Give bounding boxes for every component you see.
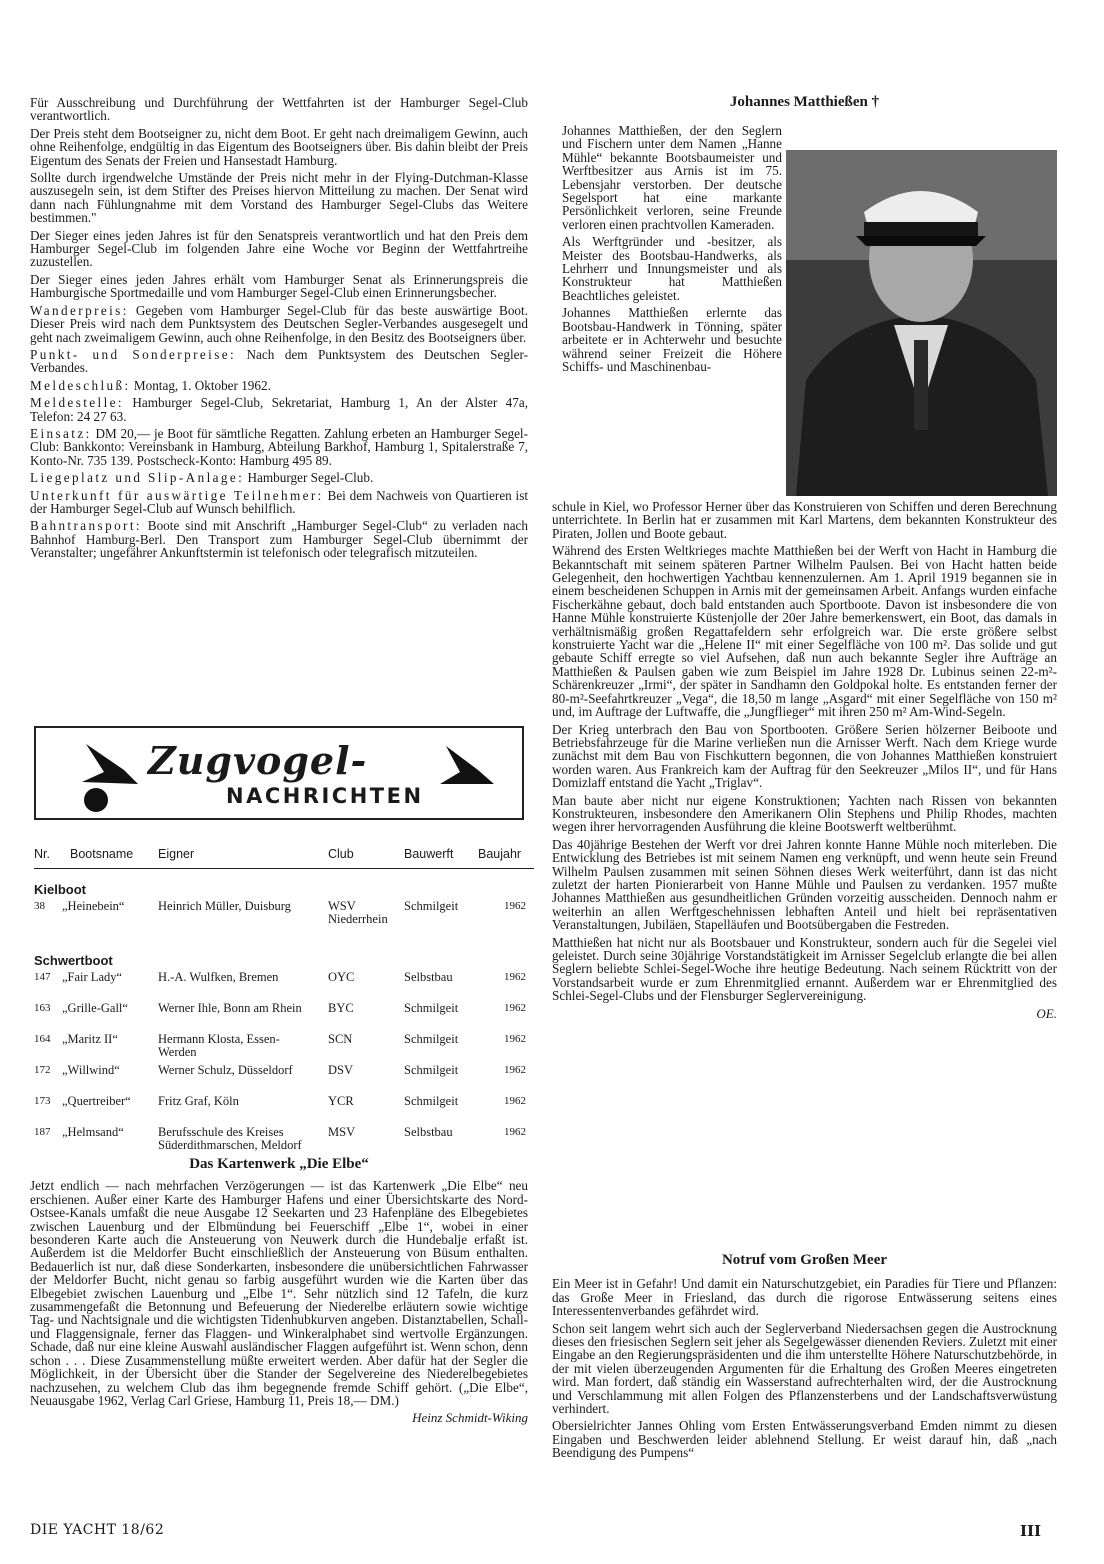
elbe-article [30,1158,528,1425]
cell-nr: 172 [34,1064,51,1076]
paragraph: Matthießen hat nicht nur als Bootsbauer und Konstrukteur, sondern auch für die Segelei viel geleistet. Durch seine 30jährige Vorstandstätigkeit im Arnisser Segelclub erlangte die bei allen Seglern beliebte Schlei-Segel-Woche ihre heutige Bedeutung. Nach seinem Rücktritt von der Vorstandsarbeit wurde er zum Ehrenmitglied ernannt. Außerdem war er Ehrenmitglied des Schlei-Segel-Clubs und der Flensburger Seglervereinigung. [552,934,1057,1004]
rule-item [30,304,528,344]
cell-nr: 164 [34,1033,51,1045]
author: Heinz Schmidt-Wiking [412,1410,528,1426]
cell-werft: Schmilgeit [404,1063,459,1077]
table-row [34,900,534,940]
cell-boot: „Quertreiber“ [62,1094,131,1108]
rule-text: Boote sind mit Anschrift „Hamburger Segel-Club“ zu verladen nach Bahnhof Hamburg-Berl. Den Transport zum Hamburger Segel-Club übernimmt der Veranstalter; ungefährer Ankunftstermin ist telefonisch oder telegrafisch mitzuteilen. [30,518,528,561]
cell-club: MSV [328,1125,356,1139]
paragraph: Während des Ersten Weltkrieges machte Matthießen bei der Werft von Hacht in Hamburg die Bekanntschaft mit seinem späteren Partner Wilhelm Paulsen. Bei von Hacht hatten beide Gelegenheit, den hochwertigen Yachtbau kennenzulernen. Am 1. April 1919 begannen sie in einem bescheidenen Schuppen in Arnis mit der gemeinsamen Arbeit. Anfangs wurden einfache Fischerkähne gebaut, doch bald entstanden auch Sportboote. Davon ist insbesondere die von Hanne Mühle konstruierte Küstenjolle der 20er Jahre bemerkenswert, ein Boot, das damals in verhältnismäßig großen Regattafeldern sehr erfolgreich war. Die erste größere selbst konstruierte Yacht war die „Helene II“ mit einer Segelfläche von 100 m². Das solide und gut gebaute Schiff erregte so viel Aufsehen, daß nun auch bekannte Segler ihre Aufträge an Matthießen & Paulsen gaben wie zum Beispiel im Jahre 1928 Dr. Lubinus seinen 22-m²-Schärenkreuzer „Irmi“, der später in Sandhamn den Goldpokal holte. Es entstanden ferner der 80-m²-Seefahrtkreuzer „Vega“, die 18,50 m lange „Asgard“ mit einer Segelfläche von 150 m² und, im Auftrage der Luftwaffe, die „Jungflieger“ mit ihren 250 m² Am-Wind-Segeln. [552,543,1057,720]
rule-label: Punkt- und Sonderpreise: [30,346,237,362]
header-club: Club [328,847,354,861]
cell-eigner: H.-A. Wulfken, Bremen [158,970,279,984]
paragraph: schule in Kiel, wo Professor Herner über das Konstruieren von Schiffen und deren Berechnung unterrichtete. In Berlin hat er zusammen mit Karl Martens, dem bekannten Konstrukteur des Piraten, Jollen und Boote gebaut. [552,499,1057,541]
cell-boot: „Willwind“ [62,1063,120,1077]
rule-label: Meldeschluß: [30,377,131,393]
cell-jahr: 1962 [504,1064,526,1076]
rule-item [30,379,528,392]
cell-club: BYC [328,1001,354,1015]
page-number: III [1020,1522,1042,1540]
cell-nr: 163 [34,1002,51,1014]
rule-text: Hamburger Segel-Club, Sekretariat, Hamburg 1, An der Alster 47a, Telefon: 24 27 63. [30,395,528,424]
cell-boot: „Helmsand“ [62,1125,124,1139]
rule-text: DM 20,— je Boot für sämtliche Regatten. Zahlung erbeten an Hamburger Segel-Club: Bankkonto: Vereinsbank in Hamburg, Abteilung Barkhof, Hamburg 1, Spitalerstraße 7, Konto-Nr. 735 139. Postscheck-Konto: Hamburg 495 89. [30,425,528,468]
obituary-wide [552,500,1057,1020]
cell-boot: „Fair Lady“ [62,970,123,984]
paragraph: Sollte durch irgendwelche Umstände der Preis nicht mehr in der Flying-Dutchman-Klasse auszusegeln sein, ist dem Stifter des Preises hiervon Mitteilung zu machen. Der Senat wird dann nach Fühlungnahme mit dem Vorstand des Hamburger Segel-Clubs das Weitere bestimmen." [30,170,528,226]
article-title: Johannes Matthießen † [729,94,880,110]
header-bootsname: Bootsname [70,847,134,861]
cell-jahr: 1962 [504,1095,526,1107]
rule-label: Unterkunft für auswärtige Teilnehmer: [30,487,324,503]
portrait-photo [786,150,1057,496]
zugvogel-banner [34,726,524,820]
cell-werft: Selbstbau [404,1125,453,1139]
header-baujahr: Baujahr [478,847,522,861]
rule-text: Bei dem Nachweis von Quartieren ist der Hamburger Segel-Club auf Wunsch behilflich. [30,487,528,516]
rule-item [30,489,528,516]
cell-jahr: 1962 [504,971,526,983]
portrait-image [786,150,1057,496]
cell-boot: „Grille-Gall“ [62,1001,128,1015]
paragraph: Johannes Matthießen erlernte das Bootsbau-Handwerk in Tönning, später arbeitete er in Achterwehr und besuchte während seiner Freizeit die Höhere Schiffs- und Maschinenbau- [562,305,782,374]
cell-werft: Selbstbau [404,970,453,984]
table-row [34,1033,534,1059]
paragraph: Für Ausschreibung und Durchführung der Wettfahrten ist der Hamburger Segel-Club verantwortlich. [30,95,528,124]
table-row [34,1002,534,1028]
rule-text: Hamburger Segel-Club. [244,470,374,486]
rule-item [30,396,528,423]
cell-nr: 147 [34,971,51,983]
paragraph: Ein Meer ist in Gefahr! Und damit ein Naturschutzgebiet, ein Paradies für Tiere und Pflanzen: das Große Meer in Friesland, das durch die rigorose Entwässerung seitens eines Interessentenverbandes gefährdet wird. [552,1276,1057,1319]
cell-eigner: Hermann Klosta, Essen-Werden [158,1032,280,1059]
dot-icon [84,788,108,812]
rule-item [30,471,528,484]
paragraph: Der Preis steht dem Bootseigner zu, nicht dem Boot. Er geht nach dreimaligem Gewinn, auch ohne Reihenfolge, endgültig in das Eigentum des Bootseigners über. Bis dahin bleibt der Preis Eigentum des Senats der Freien und Hansestadt Hamburg. [30,125,528,168]
notruf-article [552,1254,1057,1464]
cell-jahr: 1962 [504,1033,526,1045]
cell-eigner: Fritz Graf, Köln [158,1094,239,1108]
table-row [34,1095,534,1121]
paragraph: Schon seit langem wehrt sich auch der Seglerverband Niedersachsen gegen die Austrocknung dieses den friesischen Seglern seit jeher als Segelgewässer dienenden Reviers. Zuletzt mit einer Eingabe an den Regierungspräsidenten und die ihm unterstellte Höhere Naturschutzbehörde, in der mit vielen überzeugenden Argumenten für die Erhaltung des Großen Meeres eingetreten wird. Man fordert, daß ständig ein Wasserstand aufrechterhalten wird, der die Austrocknung und Verschlammung mit allen Folgen des Pflanzensterbens und der Landschaftsverwüstung verhindert. [552,1320,1057,1417]
cell-eigner: Werner Ihle, Bonn am Rhein [158,1001,302,1015]
cell-eigner: Berufsschule des Kreises Süderdithmarschen, Meldorf [158,1125,302,1152]
table-row [34,1064,534,1090]
rule-label: Wanderpreis: [30,302,129,318]
cell-nr: 187 [34,1126,51,1138]
rule-label: Einsatz: [30,425,92,441]
bird-right-icon [438,744,498,788]
rule-label: Meldestelle: [30,395,124,411]
cell-eigner: Heinrich Müller, Duisburg [158,899,291,913]
article-title: Notruf vom Großen Meer [721,1252,888,1268]
author: OE. [1036,1005,1057,1021]
rule-text: Montag, 1. Oktober 1962. [130,377,271,393]
banner-subtitle: NACHRICHTEN [226,784,424,808]
cell-jahr: 1962 [504,900,526,912]
group-title: Schwertboot [34,953,113,968]
header-bauwerft: Bauwerft [404,847,454,861]
banner-title: Zugvogel- [148,738,368,783]
cell-club: WSV Niederrhein [328,899,388,926]
rule-item [30,427,528,467]
cell-club: YCR [328,1094,354,1108]
cell-jahr: 1962 [504,1002,526,1014]
magazine-footer: DIE YACHT 18/62 [30,1522,165,1538]
table-row [34,971,534,997]
header-eigner: Eigner [158,847,195,861]
cell-jahr: 1962 [504,1126,526,1138]
paragraph: Der Sieger eines jeden Jahres erhält vom Hamburger Senat als Erinnerungspreis die Hamburgische Sportmedaille und vom Hamburger Segel-Club einen Erinnerungsbecher. [30,271,528,301]
cell-werft: Schmilgeit [404,1032,459,1046]
paragraph: Das 40jährige Bestehen der Werft vor drei Jahren konnte Hanne Mühle noch miterleben. Die Entwicklung des Betriebes ist mit seinem Namen eng verknüpft, und wenn heute sein Freund Wilhelm Paulsen zusammen mit seinen Söhnen dieses Werk weiterführt, dann ist das nicht zuletzt der harten Pionierarbeit von Hanne Mühle und Paulsen zu verdanken. 1957 mußte Johannes Matthießen aus gesundheitlichen Gründen vorzeitig ausscheiden. Dennoch nahm er weiterhin an allen Werftgeschehnissen lebhaften Anteil und hielt bei repräsentativen Veranstaltungen, Jubiläen, Stapelläufen und Bootsübergaben die Festreden. [552,836,1057,933]
cell-eigner: Werner Schulz, Düsseldorf [158,1063,293,1077]
cell-boot: „Heinebein“ [62,899,125,913]
rule-text: Nach dem Punktsystem des Deutschen Segler-Verbandes. [30,346,528,376]
boat-table [34,846,534,1185]
paragraph: Johannes Matthießen, der den Seglern und Fischern unter dem Namen „Hanne Mühle“ bekannte Bootsbaumeister und Werftbesitzer aus Arnis ist im 75. Lebensjahr verstorben. Der deutsche Segelsport hat eine markante Persönlichkeit verloren, seine Freunde verloren einen prachtvollen Kameraden. [562,123,782,232]
cell-werft: Schmilgeit [404,899,459,913]
cell-club: OYC [328,970,355,984]
cell-werft: Schmilgeit [404,1001,459,1015]
obituary-narrow [562,124,782,377]
table-header [34,846,534,869]
bird-left-icon [80,742,144,786]
cell-nr: 173 [34,1095,51,1107]
cell-boot: „Maritz II“ [62,1032,118,1046]
rule-item [30,348,528,375]
paragraph: Der Sieger eines jeden Jahres ist für den Senatspreis verantwortlich und hat den Preis dem Hamburger Segel-Club im folgenden Jahre eine Woche vor Beginn der Wettfahrtreihe zuzustellen. [30,227,528,270]
paragraph: Als Werftgründer und -besitzer, als Meister des Bootsbau-Handwerks, als Lehrherr und Innungsmeister und als Konstrukteur hat Matthießen Beachtliches geleistet. [562,234,782,303]
rule-item [30,519,528,559]
cell-werft: Schmilgeit [404,1094,459,1108]
paragraph: Obersielrichter Jannes Ohling vom Ersten Entwässerungsverband Emden nimmt zu diesen Eingaben und Beschwerden leider ablehnend Stellung. Er weist darauf hin, daß „nach Beendigung des Pumpens“ [552,1418,1057,1461]
paragraph: Jetzt endlich — nach mehrfachen Verzögerungen — ist das Kartenwerk „Die Elbe“ neu erschienen. Außer einer Karte des Hamburger Hafens und einer Übersichtskarte des Nord-Ostsee-Kanals umfaßt die neue Ausgabe 12 Seekarten und 23 Hafenpläne des Elbegebietes zwischen Lauenburg und der Elbmündung bei Feuerschiff „Elbe 1“, wobei in einer besonderen Karte auch die Ansteuerung von Neuwerk durch die Hundebalje erfaßt ist. Außerdem ist die Meldorfer Bucht einschließlich der Ansteuerung von Büsum enthalten. Bedauerlich ist nur, daß diese Sonderkarten, insbesondere die unübersichtlichen Fahrwasser der Meldorfer Bucht, nicht genau so farbig ausgeführt wurden wie die Karten über das Elbegebiet zwischen Lauenburg und „Elbe 1“. Sehr nützlich sind 12 Tafeln, die kurz zusammengefaßt die Betonnung und Befeuerung der Niederelbe erläutern sowie wichtige Tag- und Nachtsignale und die wichtigsten Tidenhubkurven angeben. Distanztabellen, Schall- und Flaggensignale, ferner das Flaggen- und Winkeralphabet sind wertvolle Ergänzungen. Schade, daß nur eine kleine Auswahl ausländischer Flaggen aufgeführt ist. Wenn schon, denn schon . . . Diese Zusammenstellung müßte erweitert werden. Aber dafür hat der Segler die Möglichkeit, in der Übersicht über die Stander der Segelvereine des Niederelbegebietes nachzusehen, zu welchem Club das ihm begegnende fremde Schiff gehört. („Die Elbe“, Neuausgabe 1962, Verlag Carl Griese, Hamburg 11, Preis 18,— DM.) [30,1178,528,1408]
paragraph: Der Krieg unterbrach den Bau von Sportbooten. Größere Serien hölzerner Beiboote und Betriebsfahrzeuge für die Marine verließen nun die Arnisser Werft. Nach dem Kriege wurde zunächst mit dem Bau von Fischkuttern begonnen, die von Johannes Matthießen konstruiert worden waren. Aus Frankreich kam der Auftrag für den Seekreuzer „Milos II“, und für Hans Domizlaff entstand die Yacht „Triglav“. [552,721,1057,791]
group-title: Kielboot [34,882,86,897]
article-title: Das Kartenwerk „Die Elbe“ [189,1156,369,1172]
obituary-header [552,96,1057,109]
rule-label: Liegeplatz und Slip-Anlage: [30,470,245,486]
rule-text: Gegeben vom Hamburger Segel-Club für das beste auswärtige Boot. Dieser Preis wird nach dem Punktsystem des Deutschen Segler-Verbandes ausgesegelt und geht nach zweimaligem Gewinn, auch ohne Reihenfolge, in den Besitz des Bootseigners über. [30,302,528,345]
cell-club: SCN [328,1032,353,1046]
header-nr: Nr. [34,847,50,861]
cell-club: DSV [328,1063,354,1077]
left-column [30,96,528,564]
paragraph: Man baute aber nicht nur eigene Konstruktionen; Yachten nach Rissen von bekannten Konstrukteuren, insbesondere den Amerikanern Olin Stephens und Philip Rhodes, machten wegen ihrer hervorragenden Ausführung die kleine Bootswerft weltberühmt. [552,792,1057,835]
cell-nr: 38 [34,900,45,912]
rule-label: Bahntransport: [30,518,142,534]
